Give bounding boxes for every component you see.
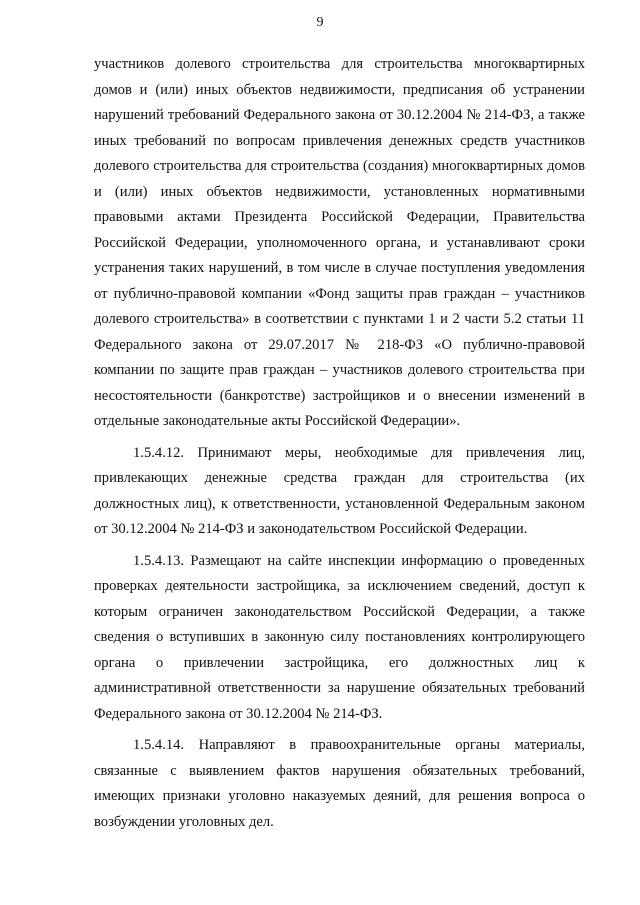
paragraph-continuation: участников долевого строительства для строительства многоквартирных домов и (или) иных объектов недвижимости, предписания об устранении нарушений требований Федерального закона от 30.12.2004 № 214-ФЗ, а также иных требований по вопросам привлечения денежных средств участников долевого строительства для строительства (создания) многоквартирных домов и (или) иных объектов недвижимости, установленных нормативными правовыми актами Президента Российской Федерации, Правительства Российской Федерации, уполномоченного органа, и устанавливают сроки устранения таких нарушений, в том числе в случае поступления уведомления от публично-правовой компании «Фонд защиты прав граждан – участников долевого строительства» в соответствии с пунктами 1 и 2 части 5.2 статьи 11 Федерального закона от 29.07.2017 № 218-ФЗ «О публично-правовой компании по защите прав граждан – участников долевого строительства при несостоятельности (банкротстве) застройщиков и о внесении изменений в отдельные законодательные акты Российской Федерации».	[94, 56, 585, 429]
paragraph-1-5-4-12: 1.5.4.12. Принимают меры, необходимые для привлечения лиц, привлекающих денежные средства граждан для строительства (их должностных лиц), к ответственности, установленной Федеральным законом от 30.12.2004 № 214-ФЗ и законодательством Российской Федерации.	[94, 444, 585, 537]
paragraph-1-5-4-14: 1.5.4.14. Направляют в правоохранительные органы материалы, связанные с выявлением фактов нарушения обязательных требований, имеющих признаки уголовно наказуемых деяний, для решения вопроса о возбуждении уголовных дел.	[94, 737, 585, 830]
paragraph-1-5-4-13: 1.5.4.13. Размещают на сайте инспекции информацию о проведенных проверках деятельности застройщика, за исключением сведений, доступ к которым ограничен законодательством Российской Федерации, а также сведения о вступивших в законную силу постановлениях контролирующего органа о привлечении застройщика, его должностных лиц к административной ответственности за нарушение обязательных требований Федерального закона от 30.12.2004 № 214-ФЗ.	[94, 552, 585, 722]
page-number: 9	[316, 15, 324, 30]
document-body	[94, 52, 585, 835]
